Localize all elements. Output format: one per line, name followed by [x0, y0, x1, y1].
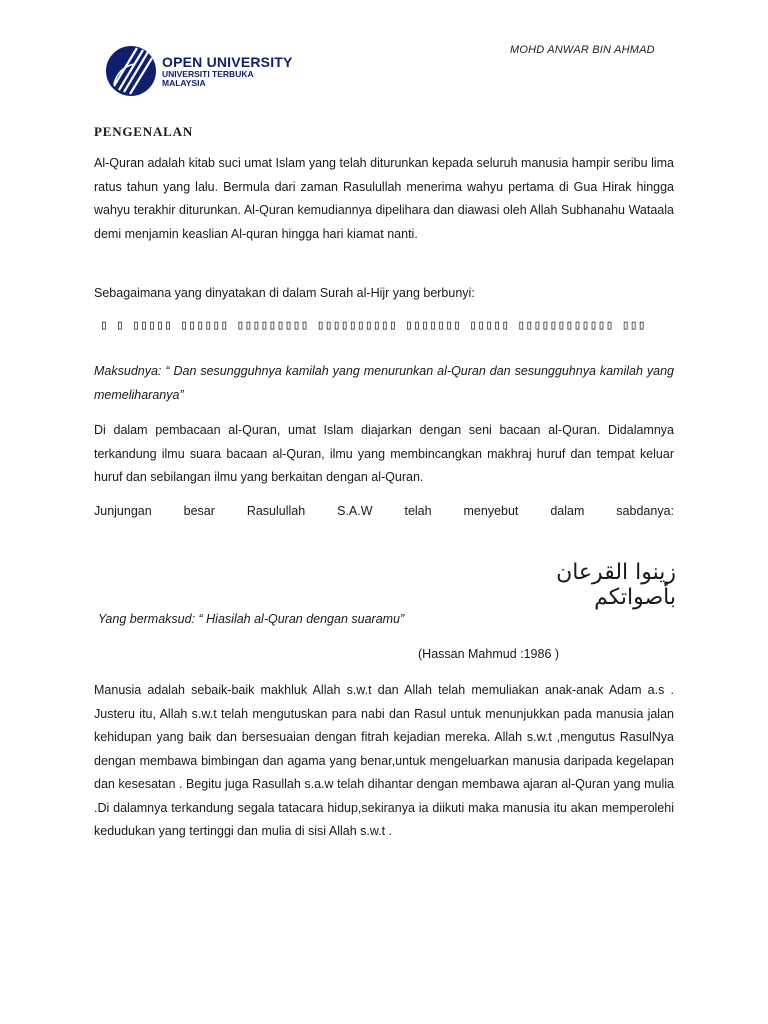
closing-paragraph: Manusia adalah sebaik-baik makhluk Allah s.w.t dan Allah telah memuliakan anak-anak Adam a.s . Justeru itu, Allah s.w.t telah mengutuskan para nabi dan Rasul untuk menunjukkan pada manusia jalan kehidupan yang baik dan bersesuaian dengan fitrah kejadian mereka. Allah s.w.t ,mengutus RasulNya dengan membawa bimbingan dan agama yang benar,untuk mengeluarkan manusia daripada kegelapan dan kesesatan . Begitu juga Rasullah s.a.w telah dihantar dengan membawa ajaran al-Quran yang mulia .Di dalamnya terkandung segala tatacara hidup,sekiranya ia diikuti maka manusia itu akan memperolehi kedudukan yang tertinggi dan mulia di sisi Allah s.w.t . — [94, 683, 674, 838]
intro-paragraph: Al-Quran adalah kitab suci umat Islam yang telah diturunkan kepada seluruh manusia hampir seribu lima ratus tahun yang lalu. Bermula dari zaman Rasulullah menerima wahyu pertama di Gua Hirak hingga wahyu terakhir diturunkan. Al-Quran kemudiannya dipelihara dan diawasi oleh Allah Subhanahu Wataala demi menjamin keaslian Al-quran hingga hari kiamat nanti. — [94, 156, 674, 241]
logo-title: OPEN UNIVERSITY — [162, 53, 293, 70]
open-university-logo-icon — [104, 44, 158, 98]
arabic-hadith: زينوا القرعان بأصواتكم — [556, 560, 676, 610]
surah-intro-paragraph: Sebagaimana yang dinyatakan di dalam Surah al-Hijr yang berbunyi: — [94, 286, 475, 300]
hadith-translation: Yang bermaksud: “ Hiasilah al-Quran dengan suaramu” — [98, 612, 405, 626]
hadith-intro-paragraph: Junjungan besar Rasulullah S.A.W telah menyebut dalam sabdanya: — [94, 504, 674, 518]
logo-text — [162, 55, 293, 88]
arabic-verse: ▯ ▯ ▯▯▯▯▯ ▯▯▯▯▯▯ ▯▯▯▯▯▯▯▯▯ ▯▯▯▯▯▯▯▯▯▯ ▯▯▯▯▯▯▯ ▯▯▯▯▯ ▯▯▯▯▯▯▯▯▯▯▯▯ ▯▯▯ — [100, 318, 646, 333]
logo-subtitle-line1: UNIVERSITI TERBUKA — [162, 68, 254, 79]
logo-subtitle-line2: MALAYSIA — [162, 78, 206, 88]
university-logo — [104, 44, 293, 98]
verse-translation: Maksudnya: “ Dan sesungguhnya kamilah yang menurunkan al-Quran dan sesungguhnya kamilah yang memeliharanya” — [94, 364, 674, 402]
recitation-paragraph: Di dalam pembacaan al-Quran, umat Islam diajarkan dengan seni bacaan al-Quran. Didalamnya terkandung ilmu suara bacaan al-Quran, ilmu yang membincangkan makhraj huruf dan tempat keluar huruf dan sebilangan ilmu yang berkaitan dengan al-Quran. — [94, 423, 674, 484]
section-heading: PENGENALAN — [94, 124, 194, 139]
author-name: MOHD ANWAR BIN AHMAD — [510, 44, 655, 56]
citation: (Hassan Mahmud :1986 ) — [418, 647, 560, 661]
